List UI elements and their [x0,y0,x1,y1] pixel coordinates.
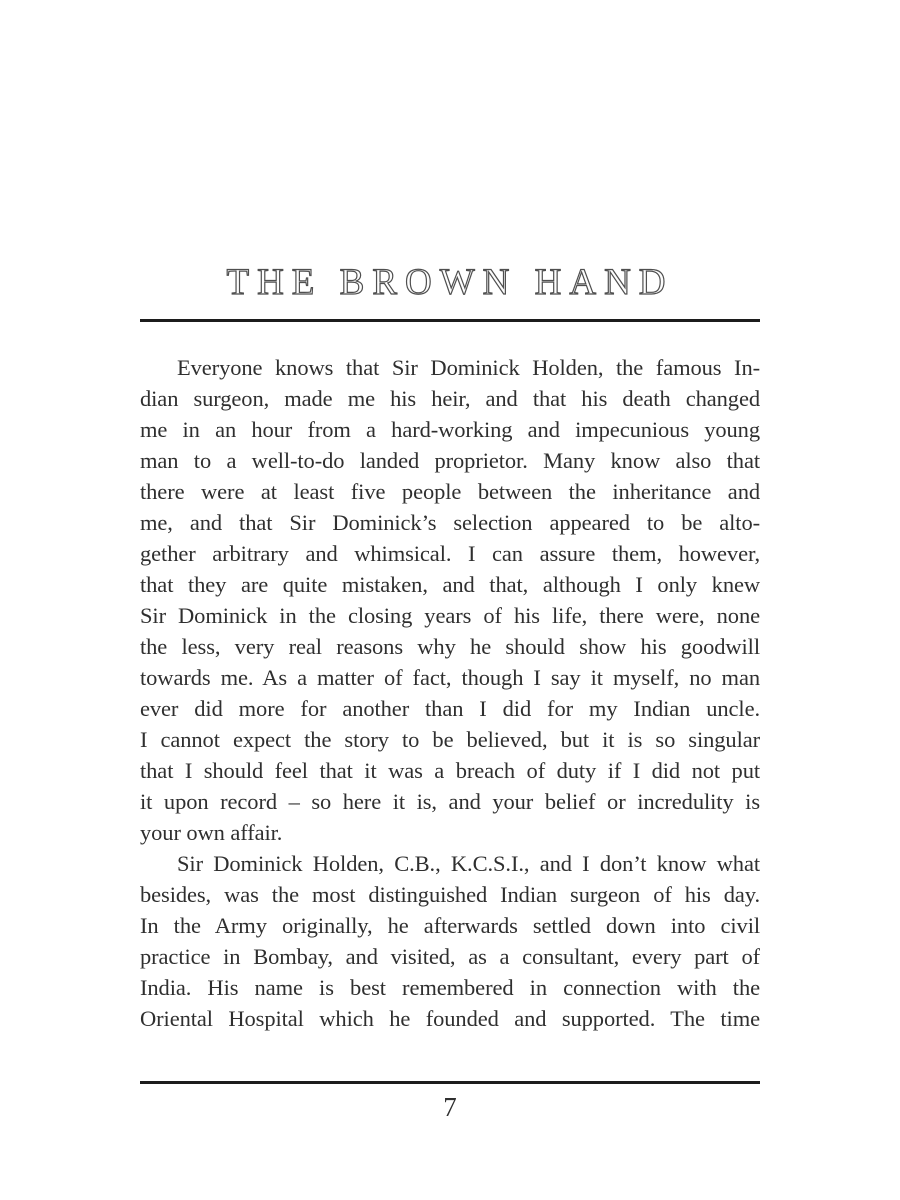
footer-rule [140,1081,760,1084]
text-line: besides, was the most distinguished Indian surgeon of his day. [140,882,760,907]
body-text [140,352,760,1034]
text-line: me in an hour from a hard-working and impecunious young [140,417,760,442]
text-line: Sir Dominick Holden, C.B., K.C.S.I., and I don’t know what [177,851,760,876]
text-line: Oriental Hospital which he founded and supported. The time [140,1006,760,1031]
text-line: me, and that Sir Dominick’s selection appeared to be alto- [140,510,760,535]
text-line: In the Army originally, he afterwards settled down into civil [140,913,760,938]
text-line: that I should feel that it was a breach of duty if I did not put [140,758,760,783]
title-text: THE BROWN HAND [226,262,674,303]
text-line: dian surgeon, made me his heir, and that his death changed [140,386,760,411]
text-line: practice in Bombay, and visited, as a consultant, every part of [140,944,760,969]
text-line: towards me. As a matter of fact, though I say it myself, no man [140,665,760,690]
text-line: man to a well-to-do landed proprietor. Many know also that [140,448,760,473]
text-line: the less, very real reasons why he should show his goodwill [140,634,760,659]
text-line: Sir Dominick in the closing years of his life, there were, none [140,603,760,628]
title-rule [140,319,760,322]
text-line: gether arbitrary and whimsical. I can assure them, however, [140,541,760,566]
text-line: your own affair. [140,820,283,845]
text-line: there were at least five people between the inheritance and [140,479,760,504]
text-line: India. His name is best remembered in connection with the [140,975,760,1000]
text-line: ever did more for another than I did for my Indian uncle. [140,696,760,721]
text-line: it upon record – so here it is, and your belief or incredulity is [140,789,760,814]
paragraph [140,848,760,1034]
paragraph [140,352,760,848]
page-number: 7 [443,1092,457,1122]
text-line: I cannot expect the story to be believed, but it is so singular [140,727,760,752]
title-engraved-svg [140,250,760,310]
text-line: Everyone knows that Sir Dominick Holden, the famous In- [177,355,760,380]
text-line: that they are quite mistaken, and that, although I only knew [140,572,760,597]
page-title [140,250,760,310]
